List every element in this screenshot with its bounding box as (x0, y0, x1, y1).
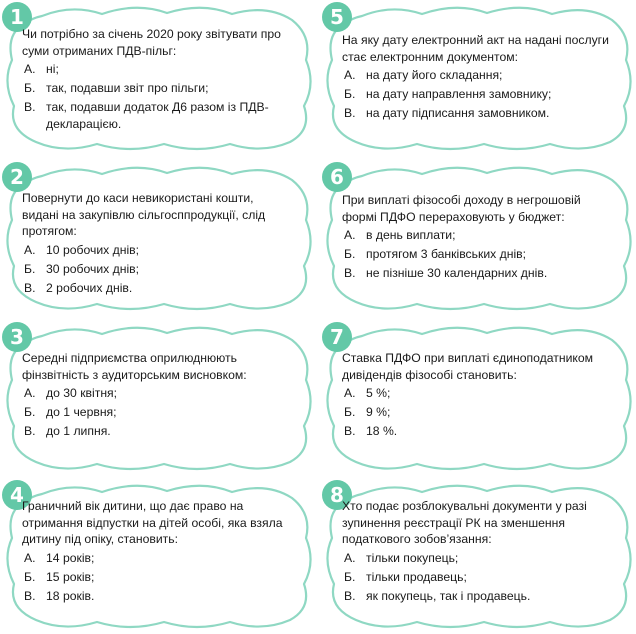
option-text: 9 %; (366, 405, 391, 420)
question-number-badge: 7 (322, 322, 352, 352)
option-letter: А. (344, 550, 356, 565)
answer-option (342, 550, 610, 567)
option-text: 10 робочих днів; (46, 242, 140, 257)
quiz-card (2, 162, 314, 314)
answer-option (22, 261, 290, 278)
quiz-card (2, 480, 314, 632)
question-content (342, 350, 610, 440)
option-letter: В. (344, 265, 356, 280)
question-number-badge: 8 (322, 480, 352, 510)
answer-option (342, 86, 610, 103)
option-letter: В. (344, 105, 356, 120)
option-text: як покупець, так і продавець. (366, 588, 531, 603)
option-text: до 1 липня. (46, 423, 111, 438)
question-content (22, 26, 290, 132)
answer-option (342, 385, 610, 402)
answer-option (22, 550, 290, 567)
quiz-card (322, 322, 634, 474)
option-letter: А. (24, 242, 36, 257)
option-letter: Б. (24, 405, 36, 420)
answer-option (22, 404, 290, 421)
option-text: на дату його складання; (366, 68, 503, 83)
option-text: 2 робочих днів. (46, 280, 133, 295)
option-letter: В. (24, 99, 36, 114)
option-letter: В. (344, 588, 356, 603)
option-text: протягом 3 банківських днів; (366, 247, 527, 262)
option-text: ні; (46, 62, 59, 77)
option-text: так, подавши додаток Д6 разом із ПДВ-декларацією. (46, 99, 269, 131)
option-letter: В. (24, 588, 36, 603)
option-letter: Б. (344, 247, 356, 262)
option-text: 5 %; (366, 386, 391, 401)
option-text: 15 років; (46, 569, 95, 584)
question-number-badge: 4 (2, 480, 32, 510)
option-letter: А. (24, 62, 36, 77)
option-text: 18 %. (366, 423, 398, 438)
option-letter: А. (344, 386, 356, 401)
question-number-badge: 6 (322, 162, 352, 192)
option-text: до 1 червня; (46, 405, 117, 420)
option-text: в день виплати; (366, 228, 456, 243)
answer-option (342, 227, 610, 244)
answer-option (342, 423, 610, 440)
quiz-card (322, 480, 634, 632)
answer-option (22, 61, 290, 78)
question-content (22, 350, 290, 440)
answer-option (342, 569, 610, 586)
option-letter: Б. (24, 261, 36, 276)
question-text: Граничний вік дитини, що дає право на отримання відпустки на дітей особі, яка взяла дитину під опіку, становить: (22, 499, 283, 547)
quiz-card (322, 162, 634, 314)
answer-option (342, 265, 610, 282)
question-text: Хто подає розблокувальні документи у разі зупинення реєстрації РК на зменшення податкового зобов’язання: (342, 499, 587, 547)
answer-option (22, 423, 290, 440)
option-letter: Б. (344, 87, 356, 102)
question-number-badge: 3 (2, 322, 32, 352)
answer-option (342, 105, 610, 122)
question-text: Середні підприємства оприлюднюють фінзвітність з аудиторським висновком: (22, 351, 247, 382)
option-text: 18 років. (46, 588, 95, 603)
answer-option (22, 80, 290, 97)
option-letter: Б. (344, 569, 356, 584)
option-letter: В. (24, 280, 36, 295)
question-content (342, 32, 610, 122)
option-letter: А. (24, 550, 36, 565)
answer-option (342, 404, 610, 421)
answer-option (342, 246, 610, 263)
question-text: Повернути до каси невикористані кошти, видані на закупівлю сільгосппродукції, слід протягом: (22, 191, 266, 239)
option-text: тільки покупець; (366, 550, 459, 565)
answer-option (342, 67, 610, 84)
option-letter: А. (24, 386, 36, 401)
answer-option (22, 385, 290, 402)
question-text: На яку дату електронний акт на надані послуги стає електронним документом: (342, 33, 609, 64)
option-text: на дату підписання замовником. (366, 105, 550, 120)
option-letter: В. (344, 423, 356, 438)
question-number-badge: 2 (2, 162, 32, 192)
option-text: так, подавши звіт про пільги; (46, 81, 209, 96)
answer-option (22, 99, 290, 132)
option-text: 30 робочих днів; (46, 261, 140, 276)
question-content (342, 498, 610, 604)
option-letter: А. (344, 68, 356, 83)
option-letter: Б. (24, 81, 36, 96)
question-content (22, 190, 290, 296)
answer-option (342, 588, 610, 605)
question-text: Чи потрібно за січень 2020 року звітувати про суми отриманих ПДВ-пільг: (22, 27, 281, 58)
question-content (22, 498, 290, 604)
option-letter: Б. (24, 569, 36, 584)
quiz-card (2, 2, 314, 154)
quiz-card (322, 2, 634, 154)
option-letter: Б. (344, 405, 356, 420)
question-text: При виплаті фізособі доходу в негрошовій формі ПДФО перераховують у бюджет: (342, 193, 581, 224)
option-text: 14 років; (46, 550, 95, 565)
question-number-badge: 1 (2, 2, 32, 32)
answer-option (22, 588, 290, 605)
option-text: не пізніше 30 календарних днів. (366, 265, 548, 280)
quiz-card (2, 322, 314, 474)
option-text: до 30 квітня; (46, 386, 118, 401)
option-letter: В. (24, 423, 36, 438)
option-letter: А. (344, 228, 356, 243)
question-number-badge: 5 (322, 2, 352, 32)
question-text: Ставка ПДФО при виплаті єдиноподатником дивідендів фізособі становить: (342, 351, 594, 382)
option-text: на дату направлення замовнику; (366, 87, 552, 102)
option-text: тільки продавець; (366, 569, 467, 584)
answer-option (22, 280, 290, 297)
answer-option (22, 569, 290, 586)
question-content (342, 192, 610, 282)
answer-option (22, 242, 290, 259)
